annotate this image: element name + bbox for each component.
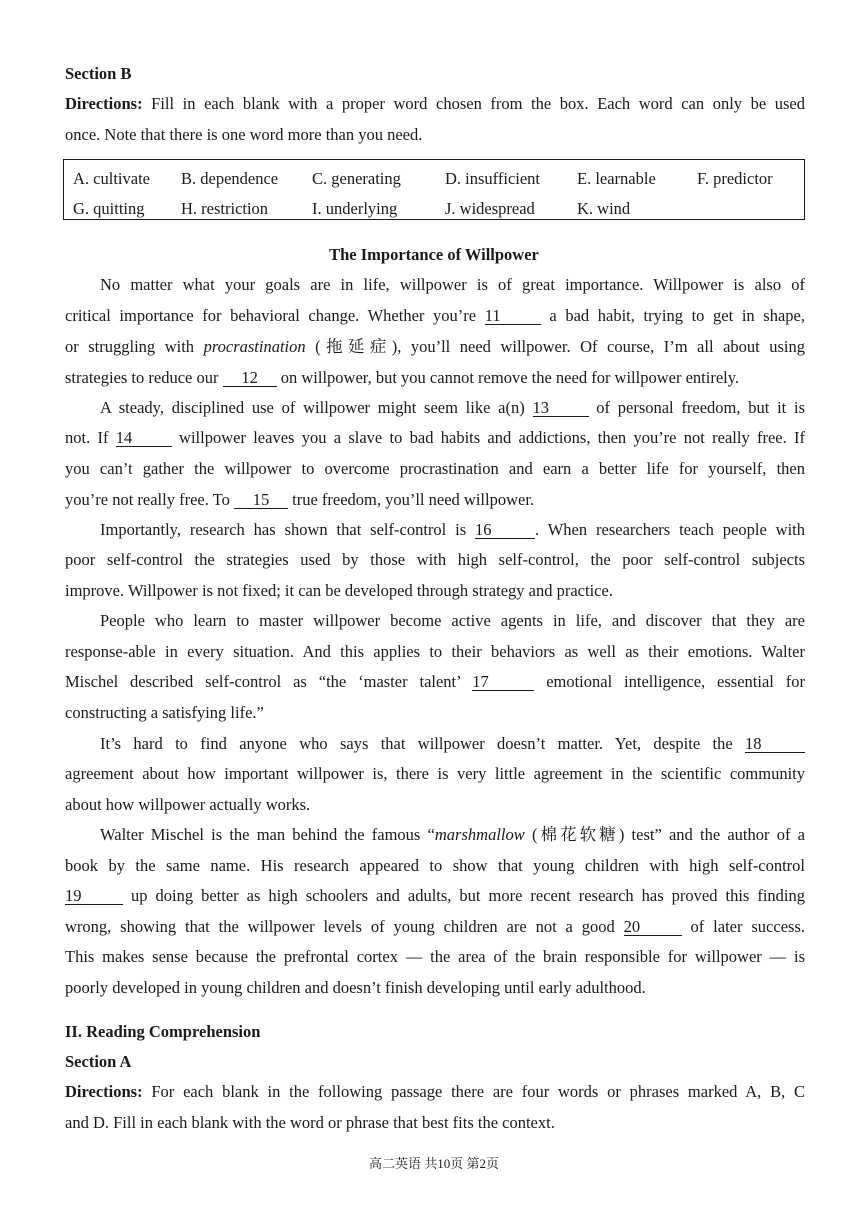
option-b: B. dependence xyxy=(181,169,279,188)
paragraph-line: book by the same name. His research appeared to show that young children with high self-control xyxy=(65,856,805,875)
paragraph-line: poorly developed in young children and doesn’t finish developing until early adulthood. xyxy=(65,978,646,997)
section-b-directions-line-1: Directions: Fill in each blank with a proper word chosen from the box. Each word can only be used xyxy=(65,94,805,113)
option-i: I. underlying xyxy=(312,199,398,218)
directions-label: Directions: xyxy=(65,1082,143,1101)
section-b-directions-line-2: once. Note that there is one word more than you need. xyxy=(65,125,423,144)
paragraph-line: A steady, disciplined use of willpower might seem like a(n) 13 of personal freedom, but it is xyxy=(100,398,806,417)
paragraph-line: Mischel described self-control as “the ‘master talent’ 17 emotional intelligence, essential for xyxy=(65,672,805,691)
option-a: A. cultivate xyxy=(73,169,150,188)
blank-17[interactable]: 17 xyxy=(472,673,534,691)
word-bank-box xyxy=(63,159,805,220)
directions-label: Directions: xyxy=(65,94,143,113)
paragraph-line: constructing a satisfying life.” xyxy=(65,703,264,722)
option-j: J. widespread xyxy=(445,199,535,218)
blank-18[interactable]: 18 xyxy=(745,735,805,753)
paragraph-line: 19 up doing better as high schoolers and adults, but more recent research has proved this finding xyxy=(65,886,805,905)
blank-12[interactable]: 12 xyxy=(223,369,277,387)
paragraph-line: response-able in every situation. And this applies to their behaviors as well as their emotions. Walter xyxy=(65,642,805,661)
option-c: C. generating xyxy=(312,169,401,188)
paragraph-line: strategies to reduce our 12 on willpower, but you cannot remove the need for willpower entirely. xyxy=(65,368,740,387)
option-e: E. learnable xyxy=(577,169,656,188)
option-g: G. quitting xyxy=(73,199,145,218)
paragraph-line: or struggling with procrastination (拖延症), you’ll need willpower. Of course, I’m all about using xyxy=(65,337,806,356)
section-b-heading: Section B xyxy=(65,64,132,83)
option-f: F. predictor xyxy=(697,169,773,188)
blank-19[interactable]: 19 xyxy=(65,887,123,905)
paragraph-line: about how willpower actually works. xyxy=(65,795,311,814)
paragraph-line: No matter what your goals are in life, willpower is of great importance. Willpower is also of xyxy=(100,275,805,294)
page-footer: 高二英语 共10页 第2页 xyxy=(368,1156,499,1171)
passage-title: The Importance of Willpower xyxy=(329,245,539,264)
blank-13[interactable]: 13 xyxy=(533,399,589,417)
paragraph-line: improve. Willpower is not fixed; it can be developed through strategy and practice. xyxy=(65,581,613,600)
paragraph-line: not. If 14 willpower leaves you a slave to bad habits and addictions, then you’re not really free. If xyxy=(65,428,806,447)
blank-11[interactable]: 11 xyxy=(485,307,541,325)
blank-14[interactable]: 14 xyxy=(116,429,172,447)
section-a-heading: Section A xyxy=(65,1052,132,1071)
section-a-directions-line-1: Directions: For each blank in the following passage there are four words or phrases marked A, B, C xyxy=(65,1082,805,1101)
paragraph-line: poor self-control the strategies used by those with high self-control, the poor self-control subjects xyxy=(65,550,805,569)
paragraph-line: agreement about how important willpower is, there is very little agreement in the scientific community xyxy=(65,764,805,783)
paragraph-line: you’re not really free. To 15 true freedom, you’ll need willpower. xyxy=(65,490,535,509)
option-k: K. wind xyxy=(577,199,631,218)
option-h: H. restriction xyxy=(181,199,269,218)
paragraph-line: This makes sense because the prefrontal cortex — the area of the brain responsible for willpower — is xyxy=(65,947,805,966)
paragraph-line: you can’t gather the willpower to overcome procrastination and earn a better life for yourself, then xyxy=(65,459,805,478)
paragraph-line: It’s hard to find anyone who says that willpower doesn’t matter. Yet, despite the 18 xyxy=(100,734,805,754)
paragraph-line: Walter Mischel is the man behind the famous “marshmallow (棉花软糖) test” and the author of a xyxy=(100,825,805,844)
blank-16[interactable]: 16 xyxy=(475,521,535,539)
paragraph-line: critical importance for behavioral change. Whether you’re 11 a bad habit, trying to get in shape, xyxy=(65,306,805,325)
paragraph-line: wrong, showing that the willpower levels of young children are not a good 20 of later success. xyxy=(65,917,805,936)
blank-15[interactable]: 15 xyxy=(234,491,288,509)
blank-20[interactable]: 20 xyxy=(624,918,682,936)
paragraph-line: People who learn to master willpower become active agents in life, and discover that they are xyxy=(100,611,805,630)
option-d: D. insufficient xyxy=(445,169,541,188)
section-a-directions-line-2: and D. Fill in each blank with the word or phrase that best fits the context. xyxy=(65,1113,555,1132)
paragraph-line: Importantly, research has shown that self-control is 16 . When researchers teach people with xyxy=(100,520,805,539)
part-2-heading: II. Reading Comprehension xyxy=(65,1022,261,1041)
